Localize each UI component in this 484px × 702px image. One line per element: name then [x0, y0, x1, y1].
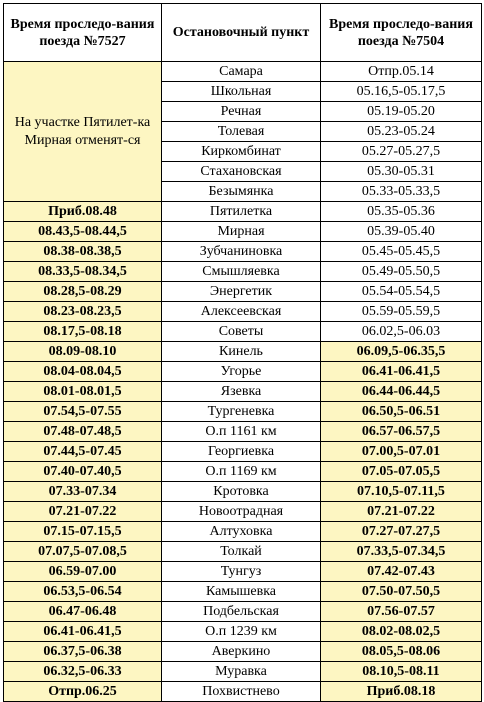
- station-cell: Георгиевка: [162, 442, 321, 462]
- time-7527-cell: 06.41-06.41,5: [4, 622, 162, 642]
- table-row: [4, 382, 482, 402]
- time-7504-cell: 05.35-05.36: [321, 202, 482, 222]
- station-cell: Аверкино: [162, 642, 321, 662]
- time-7527-cell: 07.33-07.34: [4, 482, 162, 502]
- time-7504-cell: 05.39-05.40: [321, 222, 482, 242]
- table-row: [4, 442, 482, 462]
- time-7504-cell: 06.50,5-06.51: [321, 402, 482, 422]
- time-7504-cell: 05.27-05.27,5: [321, 142, 482, 162]
- time-7504-cell: 06.02,5-06.03: [321, 322, 482, 342]
- time-7504-cell: 06.41-06.41,5: [321, 362, 482, 382]
- station-cell: Тунгуз: [162, 562, 321, 582]
- time-7504-cell: 07.33,5-07.34,5: [321, 542, 482, 562]
- time-7504-cell: 06.57-06.57,5: [321, 422, 482, 442]
- time-7504-cell: 05.49-05.50,5: [321, 262, 482, 282]
- time-7527-cell: 08.43,5-08.44,5: [4, 222, 162, 242]
- station-cell: Алтуховка: [162, 522, 321, 542]
- station-cell: Речная: [162, 102, 321, 122]
- station-cell: Камышевка: [162, 582, 321, 602]
- station-cell: Смышляевка: [162, 262, 321, 282]
- timetable-body: [4, 62, 482, 702]
- station-cell: Кинель: [162, 342, 321, 362]
- table-row: [4, 282, 482, 302]
- station-cell: Самара: [162, 62, 321, 82]
- time-7504-cell: 05.59-05.59,5: [321, 302, 482, 322]
- time-7504-cell: 05.23-05.24: [321, 122, 482, 142]
- header-row: [4, 4, 482, 62]
- station-cell: О.п 1239 км: [162, 622, 321, 642]
- station-cell: Мирная: [162, 222, 321, 242]
- time-7504-cell: 07.42-07.43: [321, 562, 482, 582]
- table-row: [4, 602, 482, 622]
- station-cell: Толевая: [162, 122, 321, 142]
- table-row: [4, 622, 482, 642]
- time-7527-cell: 08.17,5-08.18: [4, 322, 162, 342]
- time-7504-cell: 05.45-05.45,5: [321, 242, 482, 262]
- time-7527-cell: 07.07,5-07.08,5: [4, 542, 162, 562]
- table-row: [4, 502, 482, 522]
- cancellation-note: На участке Пятилет-ка Мирная отменят-ся: [4, 62, 162, 202]
- time-7504-cell: 07.27-07.27,5: [321, 522, 482, 542]
- table-row: [4, 402, 482, 422]
- station-cell: О.п 1169 км: [162, 462, 321, 482]
- time-7527-cell: 08.01-08.01,5: [4, 382, 162, 402]
- time-7527-cell: Приб.08.48: [4, 202, 162, 222]
- time-7527-cell: Отпр.06.25: [4, 682, 162, 702]
- time-7504-cell: 06.09,5-06.35,5: [321, 342, 482, 362]
- station-cell: Муравка: [162, 662, 321, 682]
- time-7504-cell: 08.10,5-08.11: [321, 662, 482, 682]
- station-cell: Тургеневка: [162, 402, 321, 422]
- table-row: [4, 422, 482, 442]
- station-cell: Угорье: [162, 362, 321, 382]
- station-cell: Школьная: [162, 82, 321, 102]
- station-cell: Зубчаниновка: [162, 242, 321, 262]
- table-row: [4, 642, 482, 662]
- station-cell: Алексеевская: [162, 302, 321, 322]
- station-cell: Безымянка: [162, 182, 321, 202]
- time-7504-cell: 05.19-05.20: [321, 102, 482, 122]
- table-row: [4, 522, 482, 542]
- time-7527-cell: 08.09-08.10: [4, 342, 162, 362]
- station-cell: Киркомбинат: [162, 142, 321, 162]
- time-7527-cell: 06.59-07.00: [4, 562, 162, 582]
- time-7527-cell: 06.53,5-06.54: [4, 582, 162, 602]
- table-row: [4, 362, 482, 382]
- time-7504-cell: 07.05-07.05,5: [321, 462, 482, 482]
- time-7504-cell: 05.30-05.31: [321, 162, 482, 182]
- station-cell: Подбельская: [162, 602, 321, 622]
- time-7527-cell: 06.32,5-06.33: [4, 662, 162, 682]
- time-7527-cell: 07.54,5-07.55: [4, 402, 162, 422]
- table-row: [4, 462, 482, 482]
- time-7527-cell: 07.21-07.22: [4, 502, 162, 522]
- timetable: [3, 3, 482, 702]
- time-7504-cell: 06.44-06.44,5: [321, 382, 482, 402]
- header-stop: Остановочный пункт: [162, 4, 321, 62]
- table-row: [4, 62, 482, 82]
- table-row: [4, 202, 482, 222]
- time-7504-cell: 08.05,5-08.06: [321, 642, 482, 662]
- station-cell: Язевка: [162, 382, 321, 402]
- time-7504-cell: Приб.08.18: [321, 682, 482, 702]
- time-7504-cell: 07.50-07.50,5: [321, 582, 482, 602]
- station-cell: Кротовка: [162, 482, 321, 502]
- table-row: [4, 562, 482, 582]
- time-7527-cell: 07.48-07.48,5: [4, 422, 162, 442]
- station-cell: Пятилетка: [162, 202, 321, 222]
- table-row: [4, 302, 482, 322]
- station-cell: Похвистнево: [162, 682, 321, 702]
- station-cell: Энергетик: [162, 282, 321, 302]
- time-7527-cell: 06.47-06.48: [4, 602, 162, 622]
- time-7504-cell: Отпр.05.14: [321, 62, 482, 82]
- time-7527-cell: 08.04-08.04,5: [4, 362, 162, 382]
- table-row: [4, 662, 482, 682]
- header-train-7527: Время проследо-вания поезда №7527: [4, 4, 162, 62]
- time-7527-cell: 07.15-07.15,5: [4, 522, 162, 542]
- station-cell: Советы: [162, 322, 321, 342]
- time-7504-cell: 05.16,5-05.17,5: [321, 82, 482, 102]
- time-7504-cell: 05.54-05.54,5: [321, 282, 482, 302]
- table-row: [4, 482, 482, 502]
- time-7527-cell: 08.23-08.23,5: [4, 302, 162, 322]
- time-7527-cell: 08.28,5-08.29: [4, 282, 162, 302]
- time-7504-cell: 05.33-05.33,5: [321, 182, 482, 202]
- time-7527-cell: 07.44,5-07.45: [4, 442, 162, 462]
- time-7504-cell: 07.56-07.57: [321, 602, 482, 622]
- time-7504-cell: 07.21-07.22: [321, 502, 482, 522]
- table-row: [4, 582, 482, 602]
- station-cell: Новоотрадная: [162, 502, 321, 522]
- time-7504-cell: 08.02-08.02,5: [321, 622, 482, 642]
- table-row: [4, 542, 482, 562]
- table-row: [4, 222, 482, 242]
- time-7504-cell: 07.00,5-07.01: [321, 442, 482, 462]
- header-train-7504: Время проследо-вания поезда №7504: [321, 4, 482, 62]
- table-row: [4, 322, 482, 342]
- time-7527-cell: 07.40-07.40,5: [4, 462, 162, 482]
- station-cell: Толкай: [162, 542, 321, 562]
- time-7527-cell: 08.33,5-08.34,5: [4, 262, 162, 282]
- station-cell: О.п 1161 км: [162, 422, 321, 442]
- time-7527-cell: 06.37,5-06.38: [4, 642, 162, 662]
- time-7527-cell: 08.38-08.38,5: [4, 242, 162, 262]
- table-row: [4, 262, 482, 282]
- table-row: [4, 242, 482, 262]
- station-cell: Стахановская: [162, 162, 321, 182]
- time-7504-cell: 07.10,5-07.11,5: [321, 482, 482, 502]
- table-row: [4, 342, 482, 362]
